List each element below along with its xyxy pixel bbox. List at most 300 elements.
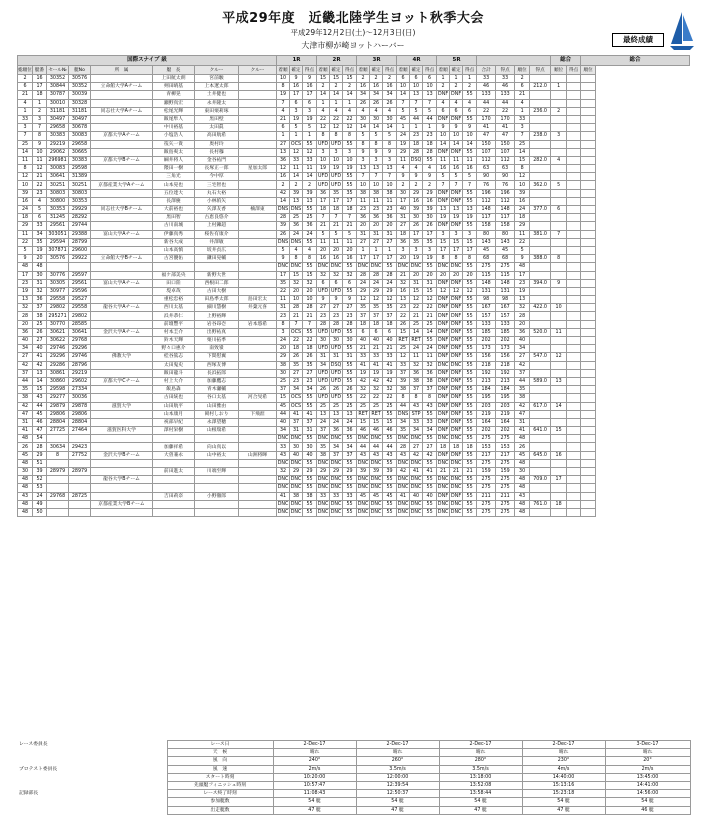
- table-cell: 山根瑞希: [195, 427, 239, 435]
- table-cell: 29296: [47, 353, 69, 361]
- table-cell: [567, 173, 581, 181]
- table-cell: 2: [397, 181, 410, 189]
- table-cell: [91, 148, 153, 156]
- table-cell: UFD: [331, 141, 342, 147]
- table-cell: 29598: [69, 165, 91, 173]
- table-cell: 27: [357, 238, 370, 246]
- table-cell: [91, 492, 153, 500]
- table-cell: 9: [515, 255, 530, 263]
- table-cell: 36: [18, 328, 33, 336]
- table-cell: [581, 369, 596, 377]
- table-cell: 22: [18, 238, 33, 246]
- table-cell: 23: [33, 189, 47, 197]
- table-cell: 23: [18, 279, 33, 287]
- table-cell: 42: [370, 377, 383, 385]
- table-cell: [195, 500, 239, 508]
- table-cell: 40: [357, 337, 370, 345]
- table-cell: DNF: [451, 149, 462, 155]
- table-cell: 20: [463, 271, 477, 279]
- table-cell: 29802: [47, 304, 69, 312]
- table-cell: 218: [477, 361, 496, 369]
- table-cell: 矢澤友香: [195, 206, 239, 214]
- table-cell: 28585: [69, 320, 91, 328]
- table-cell: 55: [343, 181, 357, 189]
- table-cell: 高田航希: [195, 132, 239, 140]
- table-cell: 55: [343, 328, 357, 336]
- table-cell: 55: [463, 435, 477, 443]
- race-label: 1R: [277, 56, 317, 66]
- table-cell: 3: [303, 107, 317, 115]
- table-cell: 42: [18, 402, 33, 410]
- table-cell: 19: [317, 165, 330, 173]
- table-cell: [91, 394, 153, 402]
- table-cell: 41: [410, 468, 423, 476]
- table-cell: 21: [463, 468, 477, 476]
- table-cell: DNC: [397, 510, 409, 516]
- table-cell: 3: [383, 156, 397, 164]
- table-cell: UFD: [331, 379, 342, 385]
- table-cell: 7: [290, 320, 303, 328]
- table-cell: 12: [450, 287, 463, 295]
- table-cell: 3: [317, 148, 330, 156]
- table-cell: 48: [515, 500, 530, 508]
- table-cell: 鎌田晃輔: [195, 255, 239, 263]
- table-cell: 黒田壁: [195, 115, 239, 123]
- table-cell: [530, 508, 551, 516]
- summary-cell: 12:39:54: [356, 782, 439, 790]
- table-cell: 4: [330, 107, 343, 115]
- table-cell: 90: [477, 173, 496, 181]
- table-cell: [153, 500, 195, 508]
- summary-label: 参加艇数: [167, 798, 273, 806]
- table-cell: [551, 222, 567, 230]
- table-cell: 30497: [47, 115, 69, 123]
- table-cell: 山田雅由: [195, 402, 239, 410]
- table-cell: 30352: [47, 75, 69, 83]
- table-cell: 30576: [47, 255, 69, 263]
- table-cell: 41: [383, 361, 397, 369]
- table-cell: [195, 508, 239, 516]
- table-row: [18, 115, 690, 123]
- table-cell: 34: [33, 230, 47, 238]
- table-cell: 16: [290, 83, 303, 91]
- table-cell: 24: [33, 492, 47, 500]
- table-cell: UFD: [318, 141, 329, 147]
- table-cell: [567, 468, 581, 476]
- table-cell: 三宅智也: [195, 181, 239, 189]
- table-row: [18, 451, 690, 459]
- table-cell: [530, 222, 551, 230]
- table-cell: 28804: [69, 418, 91, 426]
- table-row: [18, 394, 690, 402]
- table-cell: 29558: [69, 304, 91, 312]
- table-cell: 4: [515, 99, 530, 107]
- table-cell: 6: [450, 107, 463, 115]
- table-cell: 295271: [48, 313, 67, 319]
- table-cell: 55: [463, 337, 477, 345]
- table-cell: [551, 410, 567, 418]
- table-cell: 吉田莉奈: [153, 492, 195, 500]
- table-cell: 13: [277, 148, 290, 156]
- table-row: [18, 345, 690, 353]
- table-cell: 7: [397, 99, 410, 107]
- table-cell: [581, 402, 596, 410]
- table-cell: 富山大学Aチーム: [91, 279, 153, 287]
- table-cell: 30977: [47, 287, 69, 295]
- table-cell: DNC: [357, 510, 369, 516]
- table-cell: [551, 369, 567, 377]
- table-cell: 龍谷大学Bチーム: [91, 476, 153, 484]
- table-cell: [530, 337, 551, 345]
- table-cell: 9: [370, 148, 383, 156]
- table-cell: 祝部早紀: [153, 418, 195, 426]
- summary-label: 風 向: [167, 757, 273, 765]
- table-cell: [581, 468, 596, 476]
- table-cell: 112: [496, 156, 515, 164]
- table-cell: 3: [343, 148, 357, 156]
- table-cell: 29277: [47, 394, 69, 402]
- table-cell: 7: [33, 124, 47, 132]
- table-cell: 6: [317, 279, 330, 287]
- table-cell: [91, 287, 153, 295]
- table-cell: 25: [330, 402, 343, 410]
- table-cell: 13: [397, 296, 410, 304]
- table-cell: 1: [303, 132, 317, 140]
- table-cell: 27: [290, 369, 303, 377]
- table-cell: [567, 91, 581, 99]
- column-header: 得点: [530, 66, 551, 75]
- table-cell: 10: [317, 156, 330, 164]
- table-cell: 4: [383, 107, 397, 115]
- table-cell: [581, 508, 596, 516]
- table-cell: 24: [18, 206, 33, 214]
- table-cell: 34: [343, 443, 357, 451]
- table-cell: 11: [33, 156, 47, 164]
- table-cell: 34: [317, 361, 330, 369]
- table-cell: 5: [423, 107, 437, 115]
- summary-cell: 14:56:00: [605, 790, 690, 798]
- table-cell: DNC: [370, 436, 382, 442]
- table-cell: [567, 345, 581, 353]
- table-cell: [551, 214, 567, 222]
- table-cell: [581, 328, 596, 336]
- table-cell: [581, 377, 596, 385]
- table-cell: 30: [330, 337, 343, 345]
- table-cell: 6: [33, 214, 47, 222]
- table-cell: 24: [515, 206, 530, 214]
- table-cell: 4: [423, 165, 437, 173]
- table-cell: DNF: [438, 313, 449, 319]
- table-cell: 645.0: [530, 451, 551, 459]
- table-cell: 173: [496, 345, 515, 353]
- table-cell: 18: [463, 443, 477, 451]
- table-cell: 9: [551, 279, 567, 287]
- table-cell: [239, 369, 277, 377]
- table-cell: 76: [496, 181, 515, 189]
- table-cell: 30678: [69, 124, 91, 132]
- table-cell: 3: [463, 230, 477, 238]
- table-cell: 32: [370, 386, 383, 394]
- table-cell: 63: [477, 165, 496, 173]
- table-row: [18, 304, 690, 312]
- table-cell: 20: [397, 255, 410, 263]
- table-cell: 7: [330, 214, 343, 222]
- table-cell: 25: [18, 140, 33, 148]
- table-cell: 6: [423, 75, 437, 83]
- table-cell: DNC: [450, 460, 462, 466]
- table-cell: [530, 410, 551, 418]
- table-cell: 45: [383, 492, 397, 500]
- table-cell: 11: [357, 197, 370, 205]
- table-cell: 217: [477, 451, 496, 459]
- table-cell: 131: [477, 287, 496, 295]
- table-cell: 3: [450, 230, 463, 238]
- table-cell: 43: [277, 451, 290, 459]
- table-cell: 184: [477, 386, 496, 394]
- table-cell: 34: [290, 386, 303, 394]
- table-cell: 55: [303, 328, 317, 336]
- table-row: [18, 279, 690, 287]
- table-cell: 296981: [48, 157, 67, 163]
- table-cell: [551, 124, 567, 132]
- summary-label: 風 速: [167, 765, 273, 773]
- table-cell: 47: [33, 427, 47, 435]
- table-cell: DNF: [451, 403, 462, 409]
- table-cell: 29878: [69, 402, 91, 410]
- table-cell: 長塚正一郎: [195, 165, 239, 173]
- table-cell: 55: [383, 484, 397, 492]
- table-cell: [195, 263, 239, 271]
- table-cell: RET: [371, 411, 381, 417]
- table-cell: 28: [397, 443, 410, 451]
- summary-label: 出走艇数: [167, 806, 273, 814]
- table-cell: 2: [410, 181, 423, 189]
- column-header: 艇番: [33, 66, 47, 75]
- table-cell: DNF: [451, 379, 462, 385]
- table-cell: DNC: [357, 436, 369, 442]
- table-cell: [91, 91, 153, 99]
- table-cell: DNF: [438, 354, 449, 360]
- table-cell: 金沢大学Bチーム: [91, 451, 153, 459]
- table-cell: 29: [317, 468, 330, 476]
- table-cell: 13: [410, 91, 423, 99]
- table-cell: 143: [496, 238, 515, 246]
- table-cell: OCS: [290, 403, 302, 409]
- table-cell: 275: [496, 500, 515, 508]
- race-label: 2R: [317, 56, 357, 66]
- page-header: [0, 0, 706, 60]
- table-cell: [551, 443, 567, 451]
- table-cell: [91, 484, 153, 492]
- table-cell: 2: [343, 83, 357, 91]
- table-cell: 鈴木天輝: [153, 337, 195, 345]
- table-cell: 20: [437, 271, 450, 279]
- table-cell: 36: [357, 214, 370, 222]
- table-cell: [581, 361, 596, 369]
- table-cell: UFD: [318, 174, 329, 180]
- table-cell: 28804: [47, 418, 69, 426]
- table-cell: 14: [303, 173, 317, 181]
- table-cell: 55: [343, 508, 357, 516]
- table-cell: 148: [477, 206, 496, 214]
- table-cell: [581, 156, 596, 164]
- table-cell: [91, 222, 153, 230]
- table-cell: DNC: [317, 510, 329, 516]
- table-cell: RET: [358, 411, 368, 417]
- table-cell: 33: [330, 492, 343, 500]
- table-cell: 20: [33, 255, 47, 263]
- table-cell: 30036: [69, 394, 91, 402]
- table-cell: 617.0: [530, 402, 551, 410]
- table-cell: 39: [397, 377, 410, 385]
- table-cell: 31245: [47, 214, 69, 222]
- table-cell: 37: [303, 418, 317, 426]
- column-header: 所 属: [91, 66, 153, 75]
- table-cell: 55: [343, 361, 357, 369]
- table-cell: DNF: [451, 190, 462, 196]
- table-cell: 山本康月: [153, 410, 195, 418]
- table-cell: 37: [343, 451, 357, 459]
- table-cell: 38: [383, 189, 397, 197]
- table-cell: 63: [496, 165, 515, 173]
- table-cell: 8: [303, 255, 317, 263]
- table-cell: 26: [357, 99, 370, 107]
- table-cell: 55: [303, 476, 317, 484]
- table-cell: 丸石大裕: [195, 189, 239, 197]
- table-cell: DNC: [397, 477, 409, 483]
- table-cell: 23: [423, 132, 437, 140]
- table-row: [18, 459, 690, 467]
- table-cell: 25: [370, 402, 383, 410]
- table-cell: 55: [303, 263, 317, 271]
- table-cell: UFD: [331, 174, 342, 180]
- table-cell: 19: [343, 165, 357, 173]
- table-cell: DNC: [437, 362, 449, 368]
- table-cell: 永井隆太: [195, 99, 239, 107]
- table-cell: 3: [277, 328, 290, 336]
- table-cell: DNF: [438, 370, 449, 376]
- table-cell: [239, 337, 277, 345]
- table-cell: 21: [410, 312, 423, 320]
- table-cell: 福ケ部美央: [153, 271, 195, 279]
- table-cell: 10: [463, 132, 477, 140]
- table-cell: 8: [383, 140, 397, 148]
- table-cell: 32: [383, 386, 397, 394]
- table-cell: [47, 484, 69, 492]
- table-cell: 西川太基: [153, 304, 195, 312]
- table-cell: 14: [357, 124, 370, 132]
- table-cell: 5: [383, 132, 397, 140]
- table-row: [18, 435, 690, 443]
- table-cell: 4: [437, 99, 450, 107]
- table-cell: 45: [277, 402, 290, 410]
- table-cell: 2: [515, 75, 530, 83]
- table-row: [18, 287, 690, 295]
- table-cell: [581, 246, 596, 254]
- table-cell: 37: [370, 312, 383, 320]
- summary-cell: 46 艇: [605, 806, 690, 814]
- table-cell: 12: [343, 124, 357, 132]
- table-cell: 18: [437, 443, 450, 451]
- table-cell: 4: [450, 99, 463, 107]
- table-cell: 3: [515, 124, 530, 132]
- table-cell: 641.0: [530, 427, 551, 435]
- table-row: [18, 140, 690, 148]
- table-cell: 8: [370, 140, 383, 148]
- table-cell: [91, 468, 153, 476]
- table-cell: 30776: [47, 271, 69, 279]
- table-cell: DNF: [451, 370, 462, 376]
- table-cell: 1: [33, 99, 47, 107]
- table-cell: 古川南城: [153, 222, 195, 230]
- table-cell: 下間慰翼: [195, 353, 239, 361]
- table-cell: 44: [496, 99, 515, 107]
- table-cell: 14: [330, 91, 343, 99]
- table-cell: 隈田一樹: [153, 165, 195, 173]
- table-cell: 35: [515, 386, 530, 394]
- table-cell: 29802: [69, 312, 91, 320]
- table-cell: [567, 476, 581, 484]
- table-cell: 30383: [69, 156, 91, 164]
- table-cell: 32: [290, 279, 303, 287]
- table-cell: 青柳晃: [153, 91, 195, 99]
- column-header: 着順: [358, 67, 368, 73]
- table-cell: 29: [33, 451, 47, 459]
- table-cell: [581, 451, 596, 459]
- table-cell: DNC: [290, 477, 302, 483]
- table-cell: 23: [357, 206, 370, 214]
- table-cell: 20: [383, 222, 397, 230]
- table-cell: [530, 287, 551, 295]
- table-cell: 5: [33, 206, 47, 214]
- table-cell: 47: [18, 410, 33, 418]
- table-cell: 岩本悠希: [239, 320, 277, 328]
- table-cell: 14: [383, 124, 397, 132]
- table-cell: DNF: [438, 411, 449, 417]
- table-cell: 30083: [69, 132, 91, 140]
- table-cell: 30352: [69, 83, 91, 91]
- table-cell: 三角光: [153, 173, 195, 181]
- table-cell: 24: [357, 279, 370, 287]
- summary-cell: 54 艇: [439, 798, 522, 806]
- sailboat-logo-icon: [668, 10, 696, 52]
- table-cell: [581, 386, 596, 394]
- table-cell: 153: [496, 443, 515, 451]
- summary-row: [17, 773, 690, 781]
- table-cell: 219: [477, 410, 496, 418]
- summary-row: [17, 765, 690, 773]
- table-cell: 細川慧樹: [195, 304, 239, 312]
- table-cell: [581, 140, 596, 148]
- table-cell: 38: [370, 189, 383, 197]
- summary-cell: 15:13:16: [522, 782, 605, 790]
- table-cell: 1: [383, 246, 397, 254]
- table-cell: [153, 263, 195, 271]
- table-cell: 16: [330, 255, 343, 263]
- table-cell: 29744: [69, 222, 91, 230]
- table-cell: DNC: [277, 264, 289, 270]
- table-cell: 19: [370, 369, 383, 377]
- table-cell: 35: [397, 427, 410, 435]
- table-cell: DNF: [438, 452, 449, 458]
- table-cell: 11: [450, 156, 463, 164]
- table-cell: 35: [343, 189, 357, 197]
- table-cell: 7: [357, 173, 370, 181]
- table-cell: DNC: [410, 510, 422, 516]
- table-cell: 18: [383, 320, 397, 328]
- table-cell: 10: [370, 181, 383, 189]
- table-cell: 55: [423, 263, 437, 271]
